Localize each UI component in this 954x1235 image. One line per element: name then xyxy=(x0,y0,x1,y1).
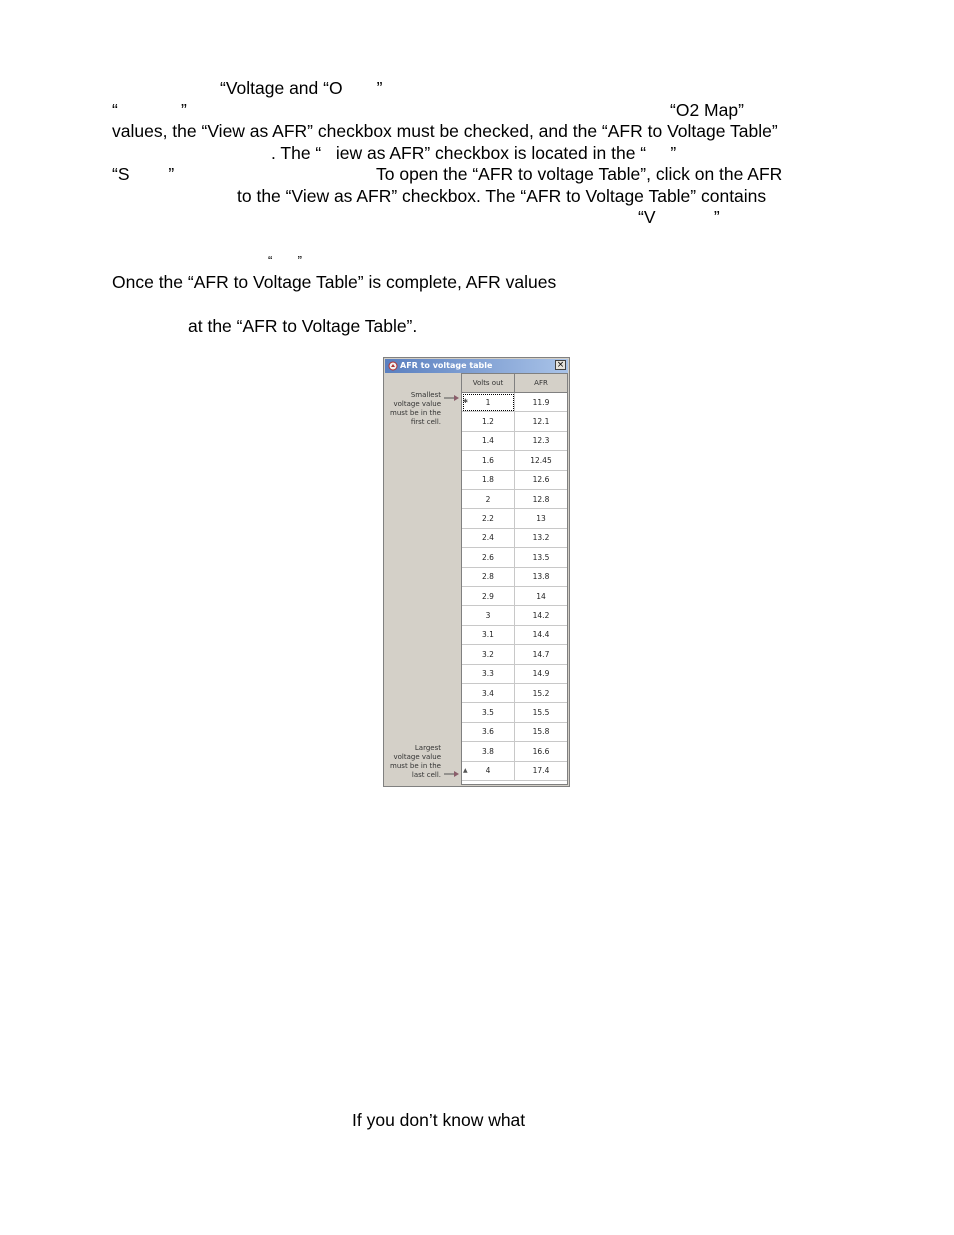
paragraph-line-1: “Voltage and “O ” xyxy=(220,78,383,98)
cell-afr[interactable]: 14 xyxy=(515,587,567,606)
footer-text: If you don’t know what xyxy=(352,1110,526,1130)
cell-afr[interactable]: 13.8 xyxy=(515,568,567,587)
paragraph-line-8: “ ” xyxy=(268,253,302,268)
cell-afr[interactable]: 15.8 xyxy=(515,723,567,742)
cell-volts-out[interactable]: 2 xyxy=(462,490,515,509)
cell-volts-out[interactable]: 4 xyxy=(462,762,515,781)
cell-afr[interactable]: 16.6 xyxy=(515,742,567,761)
column-header-volts-out[interactable]: Volts out xyxy=(462,374,515,393)
cell-afr[interactable]: 12.45 xyxy=(515,451,567,470)
paragraph-line-2b: “O2 Map” xyxy=(670,100,744,120)
cell-volts-out[interactable]: 1.6 xyxy=(462,451,515,470)
paragraph-line-5b: To open the “AFR to voltage Table”, click on the AFR xyxy=(376,164,783,184)
paragraph-line-9: Once the “AFR to Voltage Table” is complete, AFR values xyxy=(112,272,557,292)
cell-volts-out[interactable]: 2.8 xyxy=(462,568,515,587)
cell-volts-out[interactable]: 3.8 xyxy=(462,742,515,761)
close-button[interactable]: × xyxy=(556,360,565,370)
cell-volts-out[interactable]: 3.6 xyxy=(462,723,515,742)
cell-volts-out[interactable]: 3.5 xyxy=(462,703,515,722)
cell-volts-out[interactable]: 1.2 xyxy=(462,412,515,431)
dialog-titlebar xyxy=(385,359,568,373)
cell-afr[interactable]: 13.5 xyxy=(515,548,567,567)
cell-volts-out[interactable]: 3 xyxy=(462,606,515,625)
cell-volts-out[interactable]: 2.9 xyxy=(462,587,515,606)
arrow-right-icon xyxy=(444,394,460,402)
arrow-right-icon xyxy=(444,770,460,778)
cell-volts-out[interactable]: 1.4 xyxy=(462,432,515,451)
paragraph-line-6: to the “View as AFR” checkbox. The “AFR to Voltage Table” contains xyxy=(237,186,767,206)
cell-volts-out[interactable]: 3.2 xyxy=(462,645,515,664)
cell-volts-out[interactable]: 2.4 xyxy=(462,529,515,548)
dialog-title: AFR to voltage table xyxy=(400,361,493,370)
cell-afr[interactable]: 14.4 xyxy=(515,626,567,645)
app-icon xyxy=(388,361,398,371)
afr-voltage-table xyxy=(461,373,568,785)
cell-volts-out[interactable]: 1.8 xyxy=(462,471,515,490)
paragraph-line-2a: “ ” xyxy=(112,100,187,120)
cell-afr[interactable]: 15.2 xyxy=(515,684,567,703)
cell-afr[interactable]: 11.9 xyxy=(515,393,567,412)
cell-afr[interactable]: 13.2 xyxy=(515,529,567,548)
cell-afr[interactable]: 12.8 xyxy=(515,490,567,509)
column-header-afr[interactable]: AFR xyxy=(515,374,567,393)
cell-afr[interactable]: 15.5 xyxy=(515,703,567,722)
cell-volts-out[interactable]: 3.1 xyxy=(462,626,515,645)
cell-volts-out[interactable]: 2.2 xyxy=(462,509,515,528)
edit-marker-icon: ✱ xyxy=(463,398,469,405)
cell-afr[interactable]: 17.4 xyxy=(515,762,567,781)
cell-afr[interactable]: 14.2 xyxy=(515,606,567,625)
paragraph-line-10: at the “AFR to Voltage Table”. xyxy=(188,316,418,336)
cell-afr[interactable]: 14.7 xyxy=(515,645,567,664)
cell-afr[interactable]: 14.9 xyxy=(515,665,567,684)
afr-to-voltage-dialog xyxy=(383,357,570,787)
note-smallest-voltage: Smallest voltage value must be in the first cell. xyxy=(390,391,441,426)
paragraph-line-5a: “S ” xyxy=(112,164,175,184)
cell-afr[interactable]: 12.6 xyxy=(515,471,567,490)
note-largest-voltage: Largest voltage value must be in the last cell. xyxy=(390,744,441,779)
new-row-marker-icon: ▲ xyxy=(463,766,468,774)
cell-volts-out[interactable]: 1 xyxy=(462,393,515,412)
cell-afr[interactable]: 13 xyxy=(515,509,567,528)
cell-afr[interactable]: 12.1 xyxy=(515,412,567,431)
cell-volts-out[interactable]: 3.3 xyxy=(462,665,515,684)
paragraph-line-7: “V ” xyxy=(638,207,720,227)
paragraph-line-3: values, the “View as AFR” checkbox must be checked, and the “AFR to Voltage Table” xyxy=(112,121,778,141)
cell-afr[interactable]: 12.3 xyxy=(515,432,567,451)
cell-volts-out[interactable]: 3.4 xyxy=(462,684,515,703)
cell-volts-out[interactable]: 2.6 xyxy=(462,548,515,567)
paragraph-line-4: . The “ iew as AFR” checkbox is located in the “ ” xyxy=(271,143,677,163)
